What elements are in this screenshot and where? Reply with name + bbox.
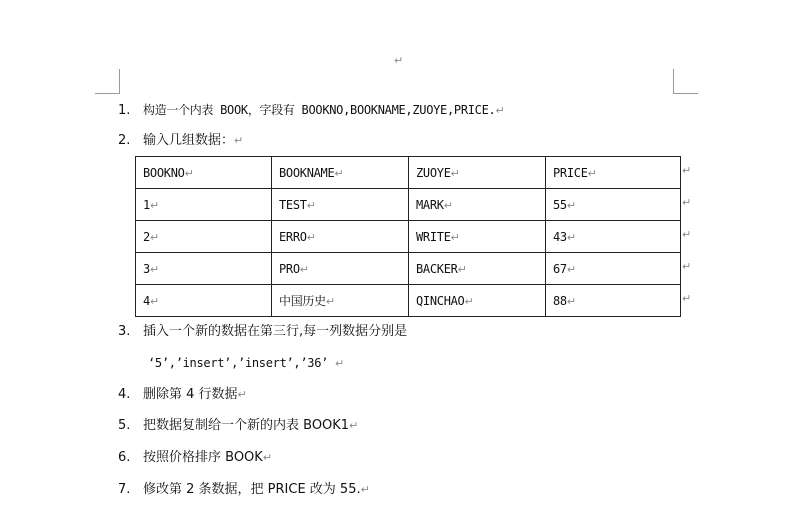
list-item-6[interactable] (118, 449, 272, 467)
table-cell[interactable]: MARK↵ (409, 189, 546, 221)
list-item-5[interactable] (118, 417, 358, 435)
list-item-7[interactable] (118, 481, 370, 499)
list-item-4[interactable] (118, 386, 247, 404)
table-cell[interactable]: QINCHAO↵ (409, 285, 546, 317)
row-end-mark: ↵ (682, 260, 692, 273)
list-text: 修改第 2 条数据，把 PRICE 改为 55. (143, 482, 361, 497)
header-cell[interactable]: BOOKNAME↵ (272, 157, 409, 189)
list-number: 4. (118, 387, 131, 402)
list-number: 1. (118, 103, 131, 118)
table-row (136, 253, 681, 285)
table-cell[interactable]: WRITE↵ (409, 221, 546, 253)
list-item-2[interactable] (118, 132, 243, 150)
table-cell[interactable]: TEST↵ (272, 189, 409, 221)
list-number: 2. (118, 133, 131, 148)
header-cell[interactable]: BOOKNO↵ (136, 157, 272, 189)
table-header-row (136, 157, 681, 189)
paragraph-mark: ↵ (495, 104, 505, 117)
paragraph-mark: ↵ (262, 451, 273, 464)
data-table (135, 156, 681, 317)
list-text: 把数据复制给一个新的内表 BOOK1 (143, 418, 350, 433)
row-end-mark: ↵ (682, 164, 692, 177)
list-text: 删除第 4 行数据 (143, 387, 238, 402)
row-end-mark: ↵ (682, 228, 692, 241)
margin-corner-top-right (673, 69, 698, 94)
row-end-mark: ↵ (682, 196, 692, 209)
table-cell[interactable]: 88↵ (546, 285, 681, 317)
table-cell[interactable]: 中国历史↵ (272, 285, 409, 317)
margin-corner-top-left (95, 69, 120, 94)
list-number: 5. (118, 418, 131, 433)
item-3-values[interactable] (148, 356, 344, 370)
list-text: 构造一个内表 BOOK，字段有 BOOKNO,BOOKNAME,ZUOYE,PRICE. (143, 103, 496, 117)
list-item-1[interactable] (118, 101, 505, 120)
table-cell[interactable]: 4↵ (136, 285, 272, 317)
table-cell[interactable]: 55↵ (546, 189, 681, 221)
paragraph-mark: ↵ (349, 419, 359, 432)
paragraph-mark: ↵ (237, 388, 247, 401)
list-number: 3. (118, 324, 131, 339)
values-text: ‘5’,’insert’,’insert’,’36’ (148, 356, 329, 370)
list-number: 6. (118, 450, 131, 465)
list-text: 按照价格排序 BOOK (143, 450, 263, 465)
table-cell[interactable]: 3↵ (136, 253, 272, 285)
paragraph-mark: ↵ (334, 357, 344, 370)
header-cell[interactable]: ZUOYE↵ (409, 157, 546, 189)
list-text: 输入几组数据： (143, 133, 235, 148)
table-cell[interactable]: 43↵ (546, 221, 681, 253)
paragraph-mark: ↵ (234, 134, 244, 147)
list-text: 插入一个新的数据在第三行,每一列数据分别是 (143, 324, 408, 339)
table-cell[interactable]: 1↵ (136, 189, 272, 221)
table-cell[interactable]: BACKER↵ (409, 253, 546, 285)
table-cell[interactable]: 67↵ (546, 253, 681, 285)
table-row (136, 221, 681, 253)
list-number: 7. (118, 482, 131, 497)
list-item-3[interactable] (118, 323, 407, 341)
header-cell[interactable]: PRICE↵ (546, 157, 681, 189)
table-cell[interactable]: ERRO↵ (272, 221, 409, 253)
table-row (136, 285, 681, 317)
row-end-mark: ↵ (682, 292, 692, 305)
table-cell[interactable]: PRO↵ (272, 253, 409, 285)
table-row (136, 189, 681, 221)
paragraph-mark: ↵ (394, 54, 404, 67)
paragraph-mark: ↵ (360, 483, 370, 496)
table-cell[interactable]: 2↵ (136, 221, 272, 253)
